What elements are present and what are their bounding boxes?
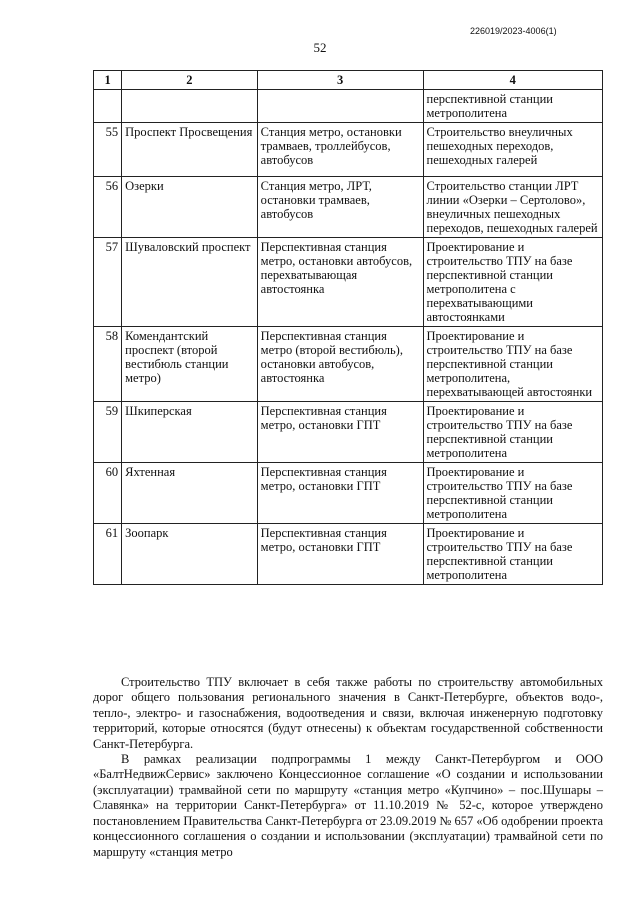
hub-name: Комендантский проспект (второй вестибюль станции метро): [122, 327, 258, 402]
table-row: [94, 238, 603, 327]
row-number: 60: [94, 463, 122, 524]
row-number: 59: [94, 402, 122, 463]
hub-works: перспективной станции метрополитена: [423, 90, 603, 123]
row-number: [94, 90, 122, 123]
hub-works: Проектирование и строительство ТПУ на базе перспективной станции метрополитена с перехватывающими автостоянками: [423, 238, 603, 327]
body-paragraph: В рамках реализации подпрограммы 1 между Санкт-Петербургом и ООО «БалтНедвижСервис» заключено Концессионное соглашение «О создании и использовании (эксплуатации) трамвайной сети по маршруту «станция метро «Купчино» – пос.Шушары – Славянка» на территории Санкт-Петербурга» от 11.10.2019 № 52-с, которое утверждено постановлением Правительства Санкт-Петербурга от 23.09.2019 № 657 «Об одобрении проекта концессионного соглашения о создании и использовании (эксплуатации) трамвайной сети по маршруту «станция метро: [93, 751, 603, 860]
hub-transport: [257, 90, 423, 123]
transport-hubs-table: [93, 70, 603, 585]
hub-name: Озерки: [122, 177, 258, 238]
hub-name: Шуваловский проспект: [122, 238, 258, 327]
column-header-3: 3: [257, 71, 423, 90]
row-number: 61: [94, 524, 122, 585]
row-number: 55: [94, 123, 122, 177]
page-number: 52: [313, 40, 327, 55]
hub-transport: Перспективная станция метро, остановки автобусов, перехватывающая автостоянка: [257, 238, 423, 327]
table-row: [94, 327, 603, 402]
hub-transport: Перспективная станция метро, остановки ГПТ: [257, 463, 423, 524]
table-row: [94, 463, 603, 524]
row-number: 56: [94, 177, 122, 238]
hub-works: Проектирование и строительство ТПУ на базе перспективной станции метрополитена: [423, 524, 603, 585]
hub-transport: Станция метро, остановки трамваев, троллейбусов, автобусов: [257, 123, 423, 177]
hub-transport: Перспективная станция метро, остановки ГПТ: [257, 402, 423, 463]
hub-name: Проспект Просвещения: [122, 123, 258, 177]
table-header-row: [94, 71, 603, 90]
table-row: [94, 402, 603, 463]
row-number: 58: [94, 327, 122, 402]
table-row: [94, 123, 603, 177]
hub-transport: Перспективная станция метро (второй вестибюль), остановки автобусов, автостоянка: [257, 327, 423, 402]
table-row: [94, 524, 603, 585]
document-number: 226019/2023-4006(1): [470, 26, 557, 36]
hub-name: Яхтенная: [122, 463, 258, 524]
hub-works: Проектирование и строительство ТПУ на базе перспективной станции метрополитена, перехватывающей автостоянки: [423, 327, 603, 402]
hub-works: Проектирование и строительство ТПУ на базе перспективной станции метрополитена: [423, 463, 603, 524]
table-row: [94, 177, 603, 238]
hub-name: Зоопарк: [122, 524, 258, 585]
hub-transport: Станция метро, ЛРТ, остановки трамваев, автобусов: [257, 177, 423, 238]
hub-works: Строительство внеуличных пешеходных переходов, пешеходных галерей: [423, 123, 603, 177]
column-header-4: 4: [423, 71, 603, 90]
hub-works: Проектирование и строительство ТПУ на базе перспективной станции метрополитена: [423, 402, 603, 463]
column-header-1: 1: [94, 71, 122, 90]
hub-name: Шкиперская: [122, 402, 258, 463]
body-paragraph: Строительство ТПУ включает в себя также работы по строительству автомобильных дорог общего пользования регионального значения в Санкт-Петербурге, объектов водо-, тепло-, электро- и газоснабжения, водоотведения и связи, включая инженерную подготовку территорий, которые относятся (будут отнесены) к объектам государственной собственности Санкт-Петербурга.: [93, 674, 603, 751]
table-row: [94, 90, 603, 123]
hub-transport: Перспективная станция метро, остановки ГПТ: [257, 524, 423, 585]
column-header-2: 2: [122, 71, 258, 90]
row-number: 57: [94, 238, 122, 327]
hub-works: Строительство станции ЛРТ линии «Озерки – Сертолово», внеуличных пешеходных переходов, пешеходных галерей: [423, 177, 603, 238]
hub-name: [122, 90, 258, 123]
